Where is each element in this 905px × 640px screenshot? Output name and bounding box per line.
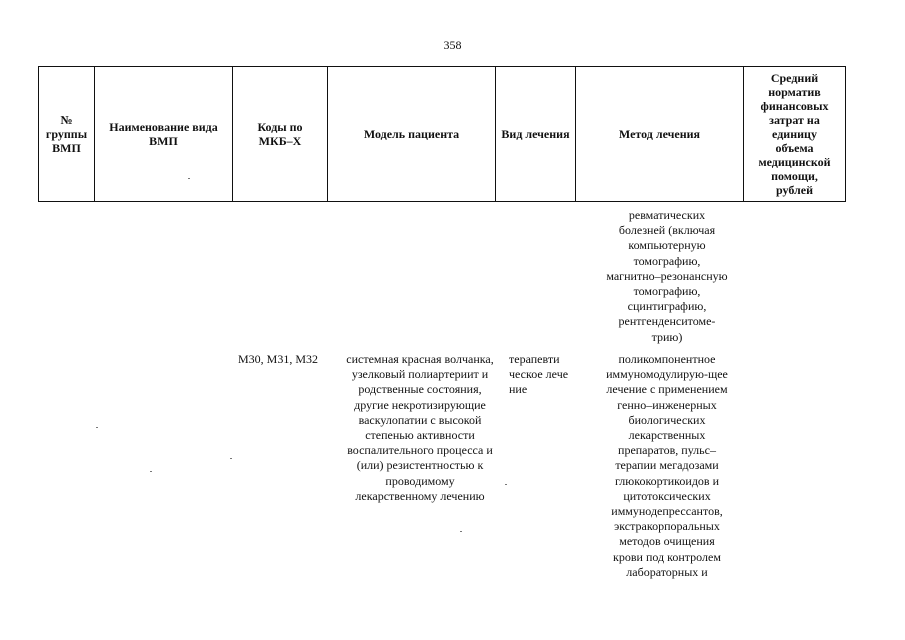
row-treatment-method: поликомпонентное иммуномодулирую-щее лечение с применением генно–инженерных биологических лекарственных препаратов, пульс– терапии мегадозами глюкокортикоидов и цитотоксических иммунодепрессантов, экстракорпоральных методов очищения крови под контролем лабораторных и: [606, 352, 728, 579]
scan-speck: [96, 427, 98, 428]
scan-speck: [505, 484, 507, 485]
header-treatment-type: Вид лечения: [496, 67, 576, 202]
row-patient-model: системная красная волчанка, узелковый полиартериит и родственные состояния, другие некротизирующие васкулопатии с высокой степенью активности воспалительного процесса и (или) резистентностью к проводимому лекарственному лечению: [346, 352, 494, 503]
table-header: [38, 66, 846, 202]
header-vmp-name: Наименование вида ВМП: [95, 67, 233, 202]
header-treatment-method: Метод лечения: [576, 67, 744, 202]
header-patient-model: Модель пациента: [328, 67, 496, 202]
page-number: 358: [443, 38, 462, 52]
scan-speck: [188, 178, 190, 179]
header-average-cost: Средний норматив финансовых затрат на единицу объема медицинской помощи, рублей: [744, 67, 846, 202]
row-treatment-type: терапевти ческое лече ние: [509, 352, 569, 397]
scan-speck: [150, 471, 152, 472]
scan-speck: [230, 458, 232, 459]
scan-speck: [460, 531, 462, 532]
header-group-number: № группы ВМП: [39, 67, 95, 202]
continuation-method-text: ревматических болезней (включая компьютерную томографию, магнитно–резонансную томографию, сцинтиграфию, рентгенденситоме- трию): [606, 208, 728, 344]
header-icd-codes: Коды по МКБ–Х: [233, 67, 328, 202]
row-icd-codes: М30, М31, М32: [238, 352, 319, 366]
